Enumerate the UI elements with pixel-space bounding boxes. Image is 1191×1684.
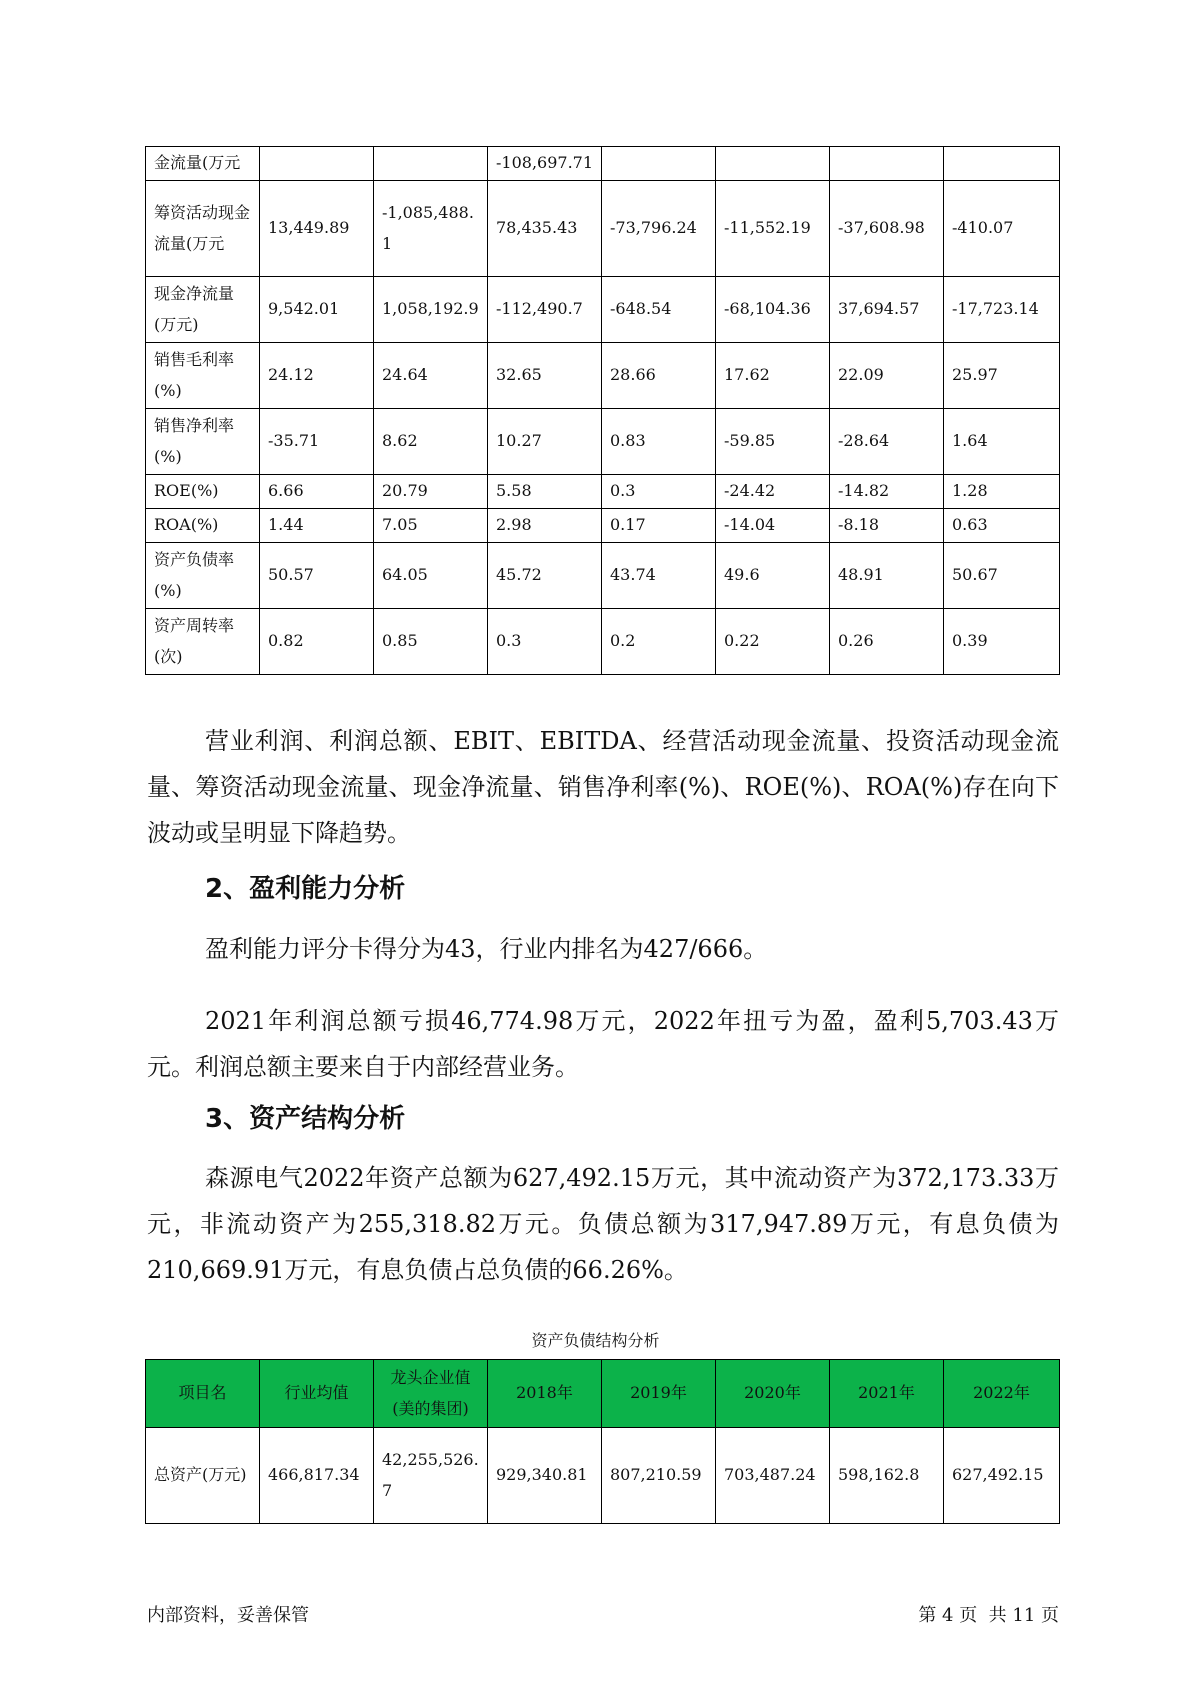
table-cell: 50.57 — [260, 543, 374, 609]
table-cell: 703,487.24 — [716, 1428, 830, 1524]
table-cell: 598,162.8 — [830, 1428, 944, 1524]
balance-sheet-structure-table — [145, 1359, 1060, 1524]
row-label: ROA(%) — [146, 509, 260, 543]
table-cell: 10.27 — [488, 409, 602, 475]
table-cell: 0.17 — [602, 509, 716, 543]
profit-paragraph: 2021年利润总额亏损46,774.98万元，2022年扭亏为盈，盈利5,703.43万元。利润总额主要来自于内部经营业务。 — [147, 1007, 1059, 1081]
table-cell: 0.26 — [830, 609, 944, 675]
table-cell: 929,340.81 — [488, 1428, 602, 1524]
asset-structure-paragraph: 森源电气2022年资产总额为627,492.15万元，其中流动资产为372,173.33万元，非流动资产为255,318.82万元。负债总额为317,947.89万元，有息负债为210,669.91万元，有息负债占总负债的66.26%。 — [147, 1164, 1059, 1284]
table-row — [146, 343, 1060, 409]
table-cell: 43.74 — [602, 543, 716, 609]
table-row — [146, 543, 1060, 609]
row-label: 销售毛利率(%) — [146, 343, 260, 409]
table-header-row — [146, 1360, 1060, 1428]
table-cell — [374, 147, 488, 181]
table-cell: 7.05 — [374, 509, 488, 543]
row-label: ROE(%) — [146, 475, 260, 509]
table-cell: 24.12 — [260, 343, 374, 409]
table-cell: 0.22 — [716, 609, 830, 675]
table-cell — [944, 147, 1060, 181]
column-header: 项目名 — [146, 1360, 260, 1428]
table-cell: 37,694.57 — [830, 277, 944, 343]
table-cell: 49.6 — [716, 543, 830, 609]
table-cell: 0.83 — [602, 409, 716, 475]
table-caption: 资产负债结构分析 — [531, 1331, 660, 1350]
column-header: 2018年 — [488, 1360, 602, 1428]
table-cell: -35.71 — [260, 409, 374, 475]
table-cell: -108,697.71 — [488, 147, 602, 181]
table-cell: -648.54 — [602, 277, 716, 343]
table-cell: 22.09 — [830, 343, 944, 409]
table-cell — [830, 147, 944, 181]
table-cell: 466,817.34 — [260, 1428, 374, 1524]
table-cell: 627,492.15 — [944, 1428, 1060, 1524]
column-header: 2021年 — [830, 1360, 944, 1428]
financial-indicators-table — [145, 146, 1060, 675]
table-cell: -24.42 — [716, 475, 830, 509]
table-cell: 64.05 — [374, 543, 488, 609]
table-cell: 48.91 — [830, 543, 944, 609]
column-header: 2022年 — [944, 1360, 1060, 1428]
table-cell: 50.67 — [944, 543, 1060, 609]
table-cell: 0.3 — [602, 475, 716, 509]
table-cell: 2.98 — [488, 509, 602, 543]
table-cell: 45.72 — [488, 543, 602, 609]
row-label: 资产周转率(次) — [146, 609, 260, 675]
column-header: 2020年 — [716, 1360, 830, 1428]
table-cell: 13,449.89 — [260, 181, 374, 277]
table-cell: 28.66 — [602, 343, 716, 409]
profitability-score-paragraph: 盈利能力评分卡得分为43，行业内排名为427/666。 — [205, 935, 768, 963]
table-cell: 42,255,526.7 — [374, 1428, 488, 1524]
row-label: 现金净流量(万元) — [146, 277, 260, 343]
column-header: 2019年 — [602, 1360, 716, 1428]
table-cell — [716, 147, 830, 181]
table-cell: -73,796.24 — [602, 181, 716, 277]
table-cell: 78,435.43 — [488, 181, 602, 277]
table-row — [146, 147, 1060, 181]
table-cell: 0.3 — [488, 609, 602, 675]
row-label: 金流量(万元 — [146, 147, 260, 181]
table-cell: 6.66 — [260, 475, 374, 509]
table-cell: -8.18 — [830, 509, 944, 543]
table-cell: 20.79 — [374, 475, 488, 509]
row-label: 资产负债率(%) — [146, 543, 260, 609]
table-row — [146, 475, 1060, 509]
table-row — [146, 1428, 1060, 1524]
table-row — [146, 181, 1060, 277]
table-cell: 0.2 — [602, 609, 716, 675]
table-cell: 32.65 — [488, 343, 602, 409]
table-cell: 1.28 — [944, 475, 1060, 509]
table-row — [146, 509, 1060, 543]
section-3-heading: 3、资产结构分析 — [205, 1104, 406, 1134]
table-cell: 24.64 — [374, 343, 488, 409]
table-cell: 1.44 — [260, 509, 374, 543]
table-cell: 807,210.59 — [602, 1428, 716, 1524]
table-cell: -68,104.36 — [716, 277, 830, 343]
table-cell: -11,552.19 — [716, 181, 830, 277]
table-cell: 1.64 — [944, 409, 1060, 475]
table-cell: 1,058,192.9 — [374, 277, 488, 343]
table-cell — [260, 147, 374, 181]
table-cell: -37,608.98 — [830, 181, 944, 277]
table-cell: 5.58 — [488, 475, 602, 509]
table-cell: -59.85 — [716, 409, 830, 475]
table-cell: 9,542.01 — [260, 277, 374, 343]
table-cell: 0.39 — [944, 609, 1060, 675]
table-cell: -17,723.14 — [944, 277, 1060, 343]
table-cell: 0.85 — [374, 609, 488, 675]
footer-confidential: 内部资料，妥善保管 — [147, 1605, 309, 1626]
row-label: 总资产(万元) — [146, 1428, 260, 1524]
table-row — [146, 609, 1060, 675]
row-label: 筹资活动现金流量(万元 — [146, 181, 260, 277]
table-row — [146, 277, 1060, 343]
table-cell: 0.63 — [944, 509, 1060, 543]
table-cell: -28.64 — [830, 409, 944, 475]
summary-paragraph: 营业利润、利润总额、EBIT、EBITDA、经营活动现金流量、投资活动现金流量、筹资活动现金流量、现金净流量、销售净利率(%)、ROE(%)、ROA(%)存在向下波动或呈明显下降趋势。 — [147, 727, 1059, 847]
table-row — [146, 409, 1060, 475]
table-cell: -1,085,488.1 — [374, 181, 488, 277]
table-cell: -112,490.7 — [488, 277, 602, 343]
column-header: 龙头企业值(美的集团) — [374, 1360, 488, 1428]
section-2-heading: 2、盈利能力分析 — [205, 874, 406, 904]
footer-page-number: 第 4 页 共 11 页 — [918, 1605, 1059, 1626]
table-cell: 8.62 — [374, 409, 488, 475]
row-label: 销售净利率(%) — [146, 409, 260, 475]
column-header: 行业均值 — [260, 1360, 374, 1428]
table-cell: -410.07 — [944, 181, 1060, 277]
table-cell — [602, 147, 716, 181]
table-cell: 0.82 — [260, 609, 374, 675]
table-cell: 17.62 — [716, 343, 830, 409]
table-cell: 25.97 — [944, 343, 1060, 409]
table-cell: -14.82 — [830, 475, 944, 509]
table-cell: -14.04 — [716, 509, 830, 543]
